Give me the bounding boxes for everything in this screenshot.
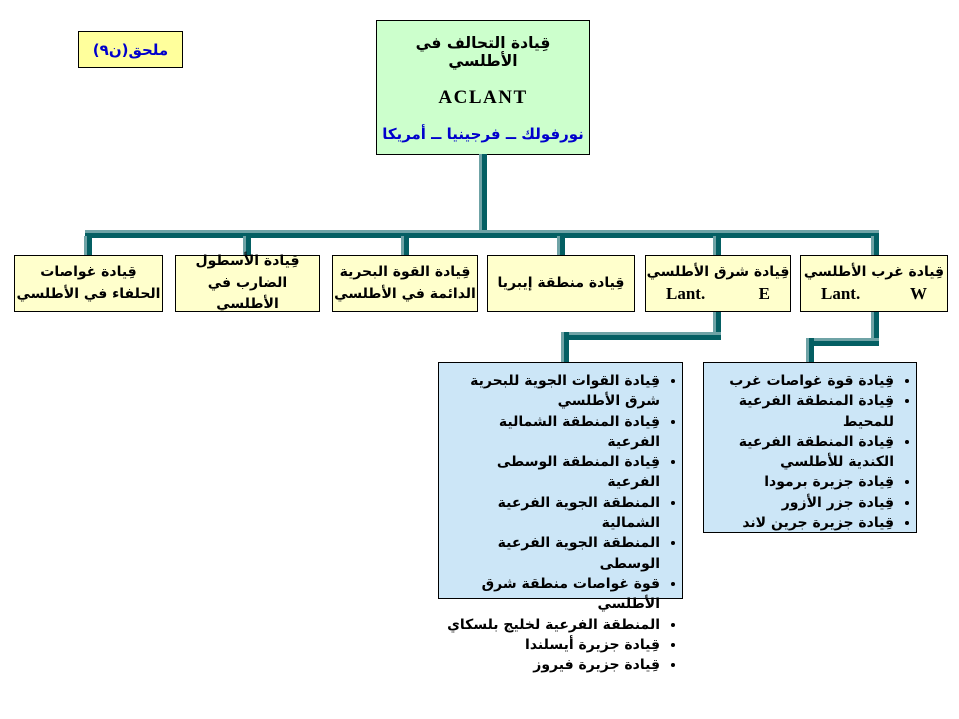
list-item: • قِيادة المنطقة الفرعية الكندية للأطلسي — [708, 432, 894, 473]
list-item: • قوة غواصات منطقة شرق الأطلسي — [443, 574, 660, 615]
list-item: • قِيادة المنطقة الوسطى الفرعية — [443, 452, 660, 493]
list-item: • قِيادة المنطقة الفرعية للمحيط — [708, 391, 894, 432]
list-item: • المنطقة الجوية الفرعية الشمالية — [443, 493, 660, 534]
west-atlantic-units-box — [703, 362, 917, 533]
west-atlantic-units-list — [704, 363, 916, 533]
east-atlantic-units-list — [439, 363, 682, 675]
node-region-letter: W — [910, 284, 927, 304]
node-label-line2: الضارب في الأطلسي — [207, 274, 288, 313]
node-label-line2: الحلفاء في الأطلسي — [16, 285, 161, 302]
root-title: قِيادة التحالف في الأطلسي — [415, 34, 551, 70]
node-label-line1: قِيادة الأسطول — [195, 252, 300, 269]
connector-westlant-elbow-v2 — [806, 338, 814, 362]
connector-stub-6 — [871, 236, 879, 255]
list-item: • قِيادة القوات الجوية للبحرية شرق الأطلسي — [443, 371, 660, 412]
node-allied-submarines-atlantic — [14, 255, 163, 312]
list-item: • قِيادة المنطقة الشمالية الفرعية — [443, 412, 660, 453]
root-acronym: ACLANT — [438, 86, 528, 108]
list-item: • المنطقة الفرعية لخليج بلسكاي — [443, 615, 660, 635]
node-label-line1: قِيادة غواصات — [40, 263, 137, 280]
node-label-line1: قِيادة غرب الأطلسي — [803, 264, 945, 281]
connector-stub-5 — [713, 236, 721, 255]
root-node-aclant — [376, 20, 590, 155]
node-label-line1: قِيادة القوة البحرية — [339, 263, 471, 280]
connector-westlant-elbow-h — [806, 338, 879, 346]
list-item: • قِيادة جزر الأزور — [708, 493, 894, 513]
connector-stub-1 — [84, 236, 92, 255]
connector-stub-4 — [557, 236, 565, 255]
node-label-line1: قِيادة شرق الأطلسي — [646, 264, 790, 281]
node-label-line1: قِيادة منطقة إيبريا — [497, 274, 625, 291]
node-latin-label: Lant. — [666, 284, 706, 304]
list-item: • قِيادة جزيرة أيسلندا — [443, 635, 660, 655]
node-latin-row — [646, 284, 790, 304]
list-item: • قِيادة قوة غواصات غرب — [708, 371, 894, 391]
node-striking-fleet-atlantic — [175, 252, 320, 313]
connector-eastlant-elbow-v2 — [561, 332, 569, 362]
node-iberia-area — [487, 255, 635, 312]
list-item: • قِيادة جزيرة فيروز — [443, 655, 660, 675]
connector-main-horizontal — [85, 230, 879, 238]
connector-root-drop — [479, 154, 487, 232]
list-item: • قِيادة جزيرة برمودا — [708, 472, 894, 492]
east-atlantic-units-box — [438, 362, 683, 674]
appendix-badge: ملحق(ن٩) — [78, 31, 183, 68]
node-latin-label: Lant. — [821, 284, 861, 304]
node-standing-naval-force-atlantic — [332, 255, 478, 312]
node-east-atlantic — [645, 255, 791, 312]
node-latin-row — [801, 284, 947, 304]
node-label-line2: الدائمة في الأطلسي — [334, 285, 476, 302]
connector-eastlant-elbow-h — [561, 332, 721, 340]
list-item: • المنطقة الجوية الفرعية الوسطى — [443, 533, 660, 574]
list-item: • قِيادة جزيرة جرين لاند — [708, 513, 894, 533]
node-region-letter: E — [758, 284, 770, 304]
root-location: نورفولك ــ فرجينيا ــ أمريكا — [382, 125, 584, 143]
connector-stub-3 — [401, 236, 409, 255]
node-west-atlantic — [800, 255, 948, 312]
